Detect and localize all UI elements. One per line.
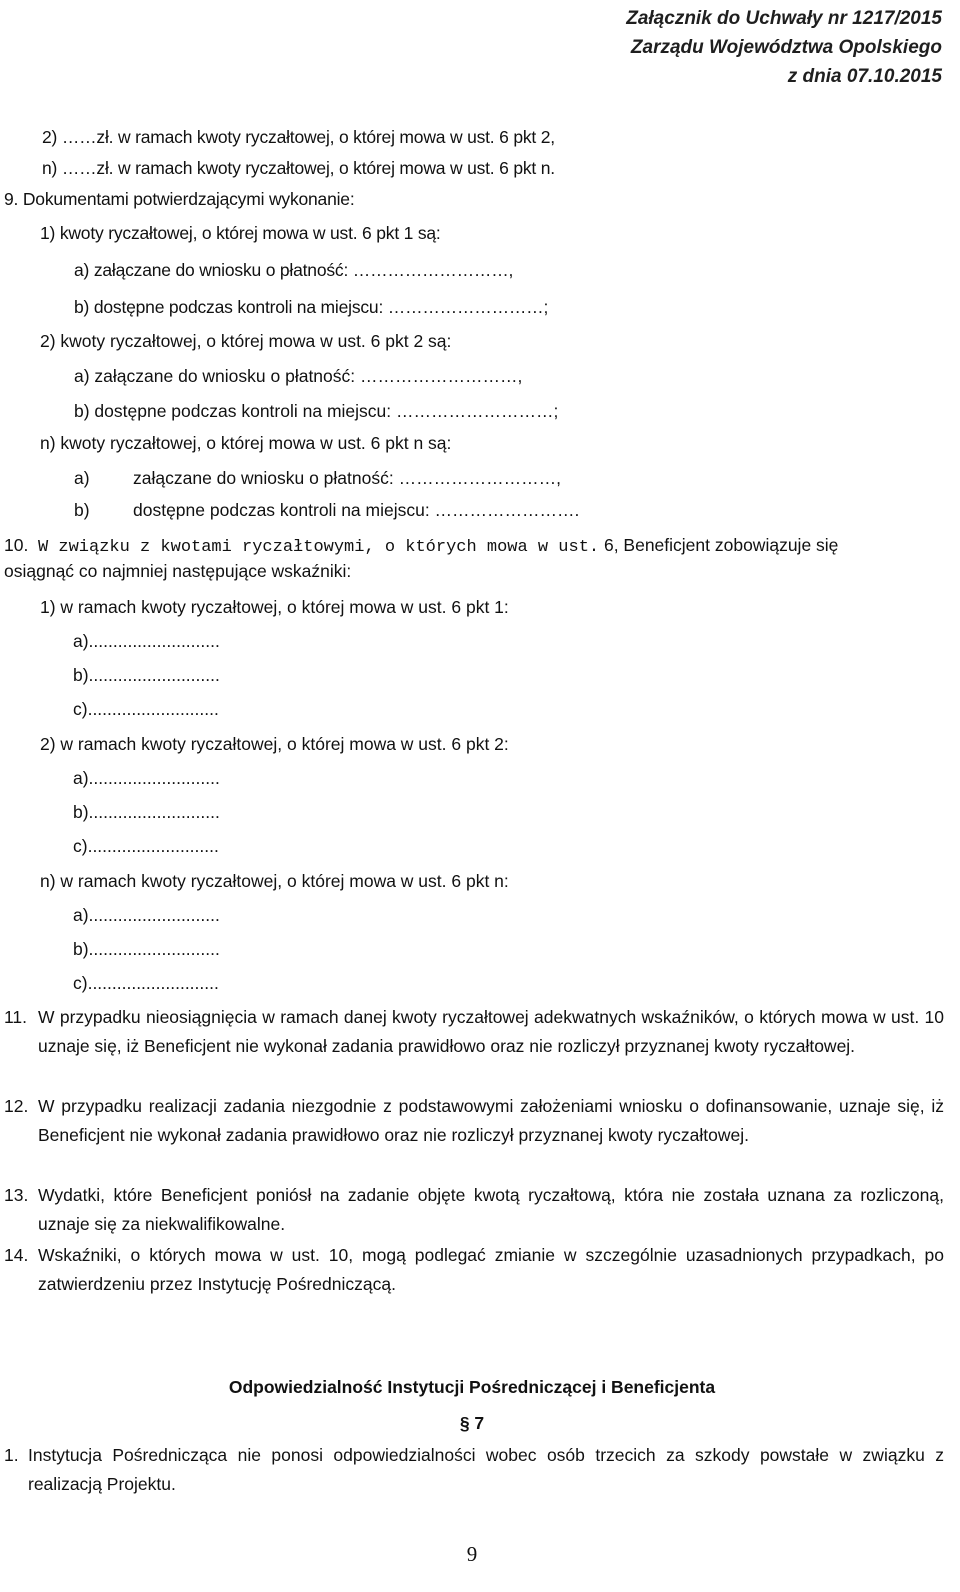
p9-item-1: 1) kwoty ryczałtowej, o której mowa w ust. 6 pkt 1 są: — [40, 223, 441, 243]
p10-line-1-a: W związku z kwotami ryczałtowymi, o których mowa w ust. — [38, 538, 600, 557]
p9-item-2: 2) kwoty ryczałtowej, o której mowa w ust. 6 pkt 2 są: — [40, 331, 452, 351]
p10-group-1-c: c)........................... — [73, 699, 219, 719]
p9-item-nb: dostępne podczas kontroli na miejscu: ……………………. — [133, 500, 580, 520]
p9-item-1a: a) załączane do wniosku o płatność: ………………………, — [74, 260, 514, 280]
header-line-2: Zarządu Województwa Opolskiego — [630, 37, 942, 58]
p10-group-1-a: a)........................... — [73, 631, 220, 651]
p10-group-n: n) w ramach kwoty ryczałtowej, o której mowa w ust. 6 pkt n: — [40, 871, 509, 891]
p9-item-1b: b) dostępne podczas kontroli na miejscu: ………………………; — [74, 297, 549, 317]
p9-item-nb-label: b) — [74, 500, 90, 520]
p10-line-1-b: 6, Beneficjent zobowiązuje się — [599, 535, 839, 555]
section-title: Odpowiedzialność Instytucji Pośredniczącej i Beneficjenta — [228, 1377, 716, 1397]
p13-number: 13. — [4, 1185, 29, 1205]
top-line-2: 2) ……zł. w ramach kwoty ryczałtowej, o której mowa w ust. 6 pkt 2, — [42, 127, 555, 147]
header-line-3: z dnia 07.10.2015 — [787, 66, 942, 87]
p10-group-n-a: a)........................... — [73, 905, 220, 925]
p10-group-1-b: b)........................... — [73, 665, 220, 685]
p12-text: W przypadku realizacji zadania niezgodnie z podstawowymi założeniami wniosku o dofinansowanie, uznaje się, iż Beneficjent nie wykonał zadania prawidłowo oraz nie rozliczył przyznanej kwoty ryczałtowej. — [38, 1096, 944, 1145]
document-header — [626, 4, 942, 91]
p10-group-2-c: c)........................... — [73, 836, 219, 856]
p9-heading: 9. Dokumentami potwierdzającymi wykonanie: — [4, 189, 355, 209]
p9-item-na: załączane do wniosku o płatność: ………………………, — [133, 468, 561, 488]
p10-group-2: 2) w ramach kwoty ryczałtowej, o której mowa w ust. 6 pkt 2: — [40, 734, 509, 754]
p14-text: Wskaźniki, o których mowa w ust. 10, mogą podlegać zmianie w szczególnie uzasadnionych przypadkach, po zatwierdzeniu przez Instytucję Pośredniczącą. — [38, 1245, 944, 1294]
p9-item-2b: b) dostępne podczas kontroli na miejscu: ………………………; — [74, 401, 559, 421]
p10-number: 10. — [4, 535, 29, 555]
p9-item-n: n) kwoty ryczałtowej, o której mowa w ust. 6 pkt n są: — [40, 433, 452, 453]
p10-group-2-a: a)........................... — [73, 768, 220, 788]
p10-line-1 — [38, 532, 944, 561]
section-paragraph-sign: § 7 — [459, 1413, 485, 1433]
page-number: 9 — [466, 1542, 478, 1566]
p12-number: 12. — [4, 1096, 29, 1116]
p11-number: 11. — [4, 1007, 28, 1027]
p10-group-n-c: c)........................... — [73, 973, 219, 993]
p14-number: 14. — [4, 1245, 29, 1265]
p11-text: W przypadku nieosiągnięcia w ramach danej kwoty ryczałtowej adekwatnych wskaźników, o których mowa w ust. 10 uznaje się, iż Beneficjent nie wykonał zadania prawidłowo oraz nie rozliczył przyznanej kwoty ryczałtowej. — [38, 1007, 944, 1056]
s7-p1-text: Instytucja Pośrednicząca nie ponosi odpowiedzialności wobec osób trzecich za szkody powstałe w związku z realizacją Projektu. — [28, 1445, 944, 1494]
p13-text: Wydatki, które Beneficjent poniósł na zadanie objęte kwotą ryczałtową, która nie została uznana za rozliczoną, uznaje się za niekwalifikowalne. — [38, 1185, 944, 1234]
top-line-n: n) ……zł. w ramach kwoty ryczałtowej, o której mowa w ust. 6 pkt n. — [42, 158, 555, 178]
p10-group-n-b: b)........................... — [73, 939, 220, 959]
p10-group-2-b: b)........................... — [73, 802, 220, 822]
p10-line-2: osiągnąć co najmniej następujące wskaźniki: — [4, 561, 352, 581]
s7-p1-number: 1. — [4, 1445, 19, 1465]
p10-group-1: 1) w ramach kwoty ryczałtowej, o której mowa w ust. 6 pkt 1: — [40, 597, 509, 617]
header-line-1: Załącznik do Uchwały nr 1217/2015 — [626, 8, 942, 29]
p9-item-2a: a) załączane do wniosku o płatność: ………………………, — [74, 366, 523, 386]
p9-item-na-label: a) — [74, 468, 90, 488]
